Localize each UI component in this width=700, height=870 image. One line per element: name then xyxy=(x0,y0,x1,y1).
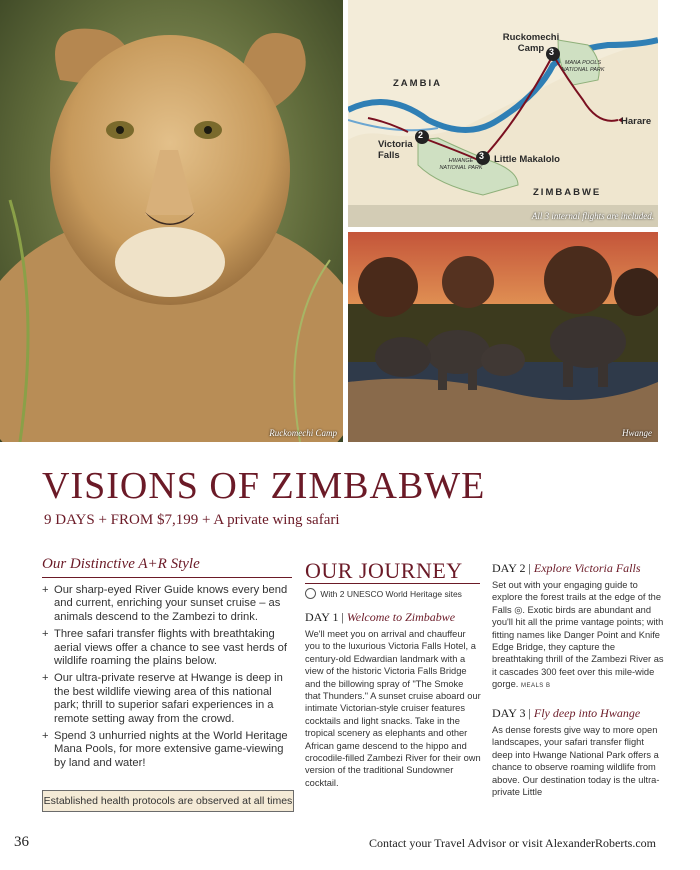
map-label-victoria-falls: Victoria Falls xyxy=(378,139,413,161)
day-separator: | xyxy=(341,610,344,624)
day-separator: | xyxy=(528,561,531,575)
elephant-photo xyxy=(348,232,658,442)
style-item-3 xyxy=(42,672,292,726)
day-3-title: Fly deep into Hwange xyxy=(533,706,641,720)
unesco-icon xyxy=(305,588,316,599)
day-2 xyxy=(492,561,664,693)
day-1-label: DAY 1 xyxy=(305,610,339,624)
day-3-text: As dense forests give way to more open landscapes, your safari transfer flight deep into Hwange National Park offers a chance to observe roaming wildlife from above. Our destination today is the ultra-private Little xyxy=(492,725,660,798)
day-2-meals: MEALS B xyxy=(520,683,551,690)
style-item-text: Three safari transfer flights with breathtaking aerial views offer a chance to see vast herds of wildlife roaming the plains below. xyxy=(54,628,287,668)
style-item-4 xyxy=(42,730,292,770)
style-item-1 xyxy=(42,584,292,624)
bullet-plus: + xyxy=(42,584,49,596)
lion-photo-caption: Ruckomechi Camp xyxy=(269,428,337,438)
bullet-plus: + xyxy=(42,672,49,685)
bullet-plus: + xyxy=(42,628,49,641)
day-3-label: DAY 3 xyxy=(492,706,526,720)
day-1 xyxy=(305,610,481,789)
day-1-text: We'll meet you on arrival and chauffeur you to the luxurious Victoria Falls Hotel, a century-old Edwardian landmark with a view of the historic Victoria Falls Bridge and the billowing spray of "The Smoke that Thunders." A sunset cruise aboard our intimate Victorian-style cruiser features cocktails and light snacks. Take in the tropical scenery as elephants and other African game descend to the hippo and crocodile-filled Zambezi River for their own version of the traditional Sundowner cocktail. xyxy=(305,629,481,788)
day-1-title: Welcome to Zimbabwe xyxy=(346,610,456,624)
lion-photo xyxy=(0,0,343,442)
page-title: VISIONS OF ZIMBABWE xyxy=(42,465,486,507)
day-2-text xyxy=(492,579,664,693)
journey-rule xyxy=(305,583,480,584)
unesco-note xyxy=(305,588,462,599)
day-1-heading xyxy=(305,610,481,625)
map-stop-2: 2 xyxy=(418,130,424,140)
style-item-text: Spend 3 unhurried nights at the World Heritage Mana Pools, for more extensive game-viewing by land and water! xyxy=(54,730,288,769)
day-2-body: Set out with your engaging guide to explore the forest trails at the edge of the Falls ◎. Exotic birds are abundant and you'll hit all the prime vantage points; with fitting names like Danger Point and Knife Edge Bridge, they capture the breathtaking thrill of the Zambezi River as it cascades 300 feet over this mile-wide gorge. xyxy=(492,580,664,690)
style-heading: Our Distinctive A+R Style xyxy=(42,556,200,572)
map-label-hwange-park: HWANGE NATIONAL PARK xyxy=(439,158,483,171)
map-label-mana-pools: MANA POOLS NATIONAL PARK xyxy=(561,60,605,73)
day-3-heading xyxy=(492,706,664,721)
elephant-image xyxy=(348,232,658,442)
map-label-zimbabwe: ZIMBABWE xyxy=(533,187,602,198)
map-stop-3-little-makalolo: 3 xyxy=(479,151,485,161)
map-flights-note: All 3 internal flights are included. xyxy=(531,211,654,221)
journey-heading: OUR JOURNEY xyxy=(305,558,463,583)
route-map xyxy=(348,0,658,227)
map-label-zambia: ZAMBIA xyxy=(393,78,442,89)
elephant-photo-caption: Hwange xyxy=(622,428,652,438)
footer-contact: Contact your Travel Advisor or visit AlexanderRoberts.com xyxy=(369,836,656,850)
unesco-note-text: With 2 UNESCO World Heritage sites xyxy=(320,589,462,599)
day-2-label: DAY 2 xyxy=(492,561,526,575)
day-3 xyxy=(492,706,664,798)
map-stop-3-ruckomechi: 3 xyxy=(549,47,555,57)
style-section xyxy=(42,556,292,774)
style-item-text: Our ultra-private reserve at Hwange is deep in the best wildlife viewing area of this national park; thrill to superior safari experiences in a remote setting away from the crowd. xyxy=(54,672,283,725)
health-protocol-note: Established health protocols are observed at all times xyxy=(42,790,294,812)
bullet-plus: + xyxy=(42,730,49,743)
map-label-ruckomechi: Ruckomechi Camp xyxy=(502,32,560,54)
day-separator: | xyxy=(528,706,531,720)
style-item-2 xyxy=(42,628,292,668)
map-label-little-makalolo: Little Makalolo xyxy=(494,154,560,165)
day-2-heading xyxy=(492,561,664,576)
style-heading-rule xyxy=(42,577,292,578)
map-label-harare: Harare xyxy=(621,116,652,127)
page-number: 36 xyxy=(14,834,29,850)
lion-image xyxy=(0,0,343,442)
style-list xyxy=(42,584,292,770)
page-subtitle: 9 DAYS + FROM $7,199 + A private wing safari xyxy=(44,512,340,528)
style-item-text: Our sharp-eyed River Guide knows every bend and current, enriching your sunset cruise – as animals descend to the Zambezi to drink. xyxy=(54,584,288,623)
day-2-title: Explore Victoria Falls xyxy=(533,561,641,575)
